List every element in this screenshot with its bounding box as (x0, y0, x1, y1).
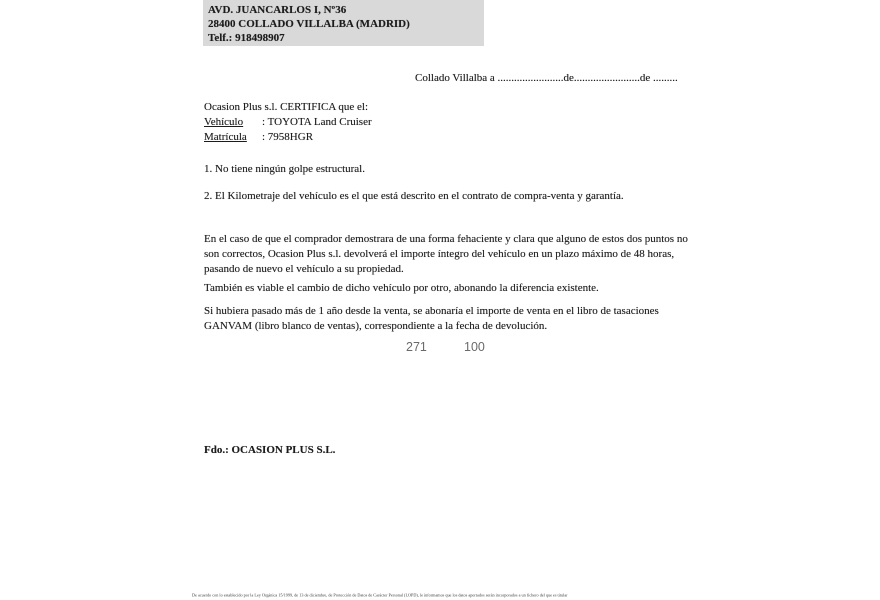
signature-line: Fdo.: OCASION PLUS S.L. (204, 444, 336, 456)
numbered-point-1: 1. No tiene ningún golpe estructural. (204, 163, 365, 175)
certification-block (204, 100, 372, 145)
vehicle-label: Vehículo (204, 116, 244, 128)
phone-line: Telf.: 918498907 (208, 32, 285, 44)
date-fill-in-line: Collado Villalba a ........................de........................de ......... (415, 72, 678, 84)
plate-row (204, 130, 372, 145)
numbered-point-2: 2. El Kilometraje del vehículo es el que está descrito en el contrato de compra-venta y garantía. (204, 190, 624, 202)
lopd-disclaimer-text: De acuerdo con lo establecido por la Ley Orgánica 15/1999, de 13 de diciembre, de Protección de Datos de Carácter Personal (LOPD), le informamos que los datos aportados serán incorporados a un fichero del que es titular (192, 593, 568, 598)
paragraph-line: También es viable el cambio de dicho vehículo por otro, abonando la diferencia existente. (204, 282, 599, 294)
coordinate-overlay-number-right: 100 (464, 340, 485, 354)
plate-value: : 7958HGR (262, 131, 314, 143)
paragraph-line: Si hubiera pasado más de 1 año desde la venta, se abonaría el importe de venta en el libro de tasaciones (204, 305, 659, 317)
ganvam-paragraph (204, 304, 659, 334)
address-line: AVD. JUANCARLOS I, Nº36 (208, 4, 347, 16)
paragraph-line: son correctos, Ocasion Plus s.l. devolverá el importe íntegro del vehículo en un plazo máximo de 48 horas, (204, 248, 675, 260)
certifies-line: Ocasion Plus s.l. CERTIFICA que el: (204, 101, 369, 113)
refund-paragraph (204, 232, 688, 277)
coordinate-overlay-number-left: 271 (406, 340, 427, 354)
company-address-block (203, 0, 484, 46)
vehicle-row (204, 115, 372, 130)
paragraph-line: pasando de nuevo el vehículo a su propiedad. (204, 263, 404, 275)
vehicle-value: : TOYOTA Land Cruiser (262, 116, 372, 128)
paragraph-line: GANVAM (libro blanco de ventas), correspondiente a la fecha de devolución. (204, 320, 548, 332)
address-line: 28400 COLLADO VILLALBA (MADRID) (208, 18, 410, 30)
exchange-paragraph (204, 281, 599, 296)
paragraph-line: En el caso de que el comprador demostrara de una forma fehaciente y clara que alguno de estos dos puntos no (204, 233, 688, 245)
plate-label: Matrícula (204, 131, 247, 143)
legal-footer (192, 588, 692, 598)
